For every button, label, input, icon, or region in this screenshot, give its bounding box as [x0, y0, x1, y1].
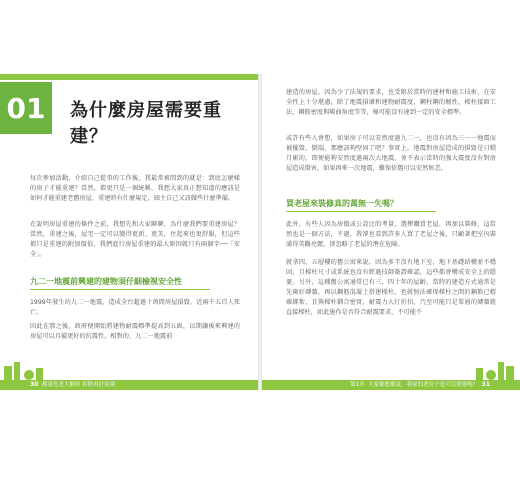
paragraph: 每次參加活動，介紹自己從事的工作後，我最常被問到的就是：到底怎麼樣的房子才能重建？當然，都更只是一個統稱，我想大家真正想知道的應該是如何才能重建老舊房屋，重建時有什麼規定，屆主自己又該做些什麼準備。 [30, 175, 240, 202]
paragraph: 就拿四，五層樓的舊公寓來說，因為多半沒有地下室，地下基礎結構並不穩固，且樑柱尺寸或系統也沒有經過技師簽證確認，這些都會構成安全上的隱憂。另外，這種舊公寓通常已有三，四十年的屋齡，當時的建造方式通常是先砌好磚牆，再以鋼筋混凝土搭建樑柱，也就無法確保樑柱之間的鋼筋已精確綁紮，且與樑柱耦合密實，耐震力大打折扣，乃至可能只是單層的磚牆就直接樑柱，如此施作是否符合耐震要求，不可能不 [286, 259, 496, 316]
paragraph: 因此在那之後，政府便開始將建物耐震標準提高到五級，以期讓後來興建的房屋可以具備更好的抗震性。相對的，九二一地震前 [30, 323, 240, 340]
city-skyline-icon [4, 360, 44, 380]
paragraph: 在說明房屋重建的條件之前，我想先和大家聊聊，為什麼我們要重建房屋？當然，重建之後，屋宅一定可以變得更新、更美，住起來也更舒服，但這些都只是重建的附加價值，我們進行房屋重建的最大原因就只有兩個字──「安全」。 [30, 221, 240, 258]
chapter-footer-title: 大家都想都更，我家的老房子也可以重建嗎？ [368, 382, 479, 388]
book-title: 都更危老大解密 拆除再好家園 [41, 382, 116, 388]
right-footer [262, 368, 520, 390]
paragraph: 建造的房屋，因為少了法規的要求，也受限於當時的建材和施工技術，在安全性上十分堪慮，除了地震損壞和建物耐震度，鋼柱鋼的韌性，樑柱接頭工法，鋼筋密度與彎曲角度等等，極可能沒有達到一定的安全標準。 [286, 89, 496, 116]
chapter-label: 第1章 [350, 382, 365, 388]
left-footer [0, 368, 258, 390]
section-underline [30, 289, 210, 290]
section-underline [286, 211, 436, 212]
section-heading: 買老屋來裝修真的萬無一失嗎？ [286, 199, 398, 208]
section-heading: 九二一地震前興建的建物須仔細檢視安全性 [30, 277, 182, 286]
left-page [0, 74, 258, 390]
paragraph: 或許有些人會想，如果房子可以安然度過九二一，也沒有因為三一一地震而被摧毀，倒塌，那應該夠堅固了吧？事實上，地震對房屋造成的損毀是日積月累的，即便能夠安然度過兩次大地震，並不表示當時的強大震度沒有對房屋造成傷害，如果再來一次地震，難保依舊可以安然無恙。 [286, 135, 496, 172]
page-number: 31 [481, 381, 490, 388]
paragraph: 此外，有些人因為房價或公設比的考量，選擇購買老屋，再加以裝修，這當然也是一個方法，不過，我卻也看到許多人買了老屋之後，只顧著把室內裝潢得美觀亮麗，卻忽略了老屋的潛在危險。 [286, 221, 496, 248]
chapter-number-badge: 01 [0, 82, 52, 134]
paragraph: 1999年發生的九二一地震，造成全台超過十萬間房屋損毀，近兩千五百人死亡。 [30, 299, 240, 316]
chapter-top-bar [0, 74, 258, 80]
page-number: 30 [30, 381, 39, 388]
city-skyline-icon [476, 360, 516, 380]
right-page [262, 74, 520, 390]
chapter-title: 為什麼房屋需要重建？ [70, 100, 222, 147]
